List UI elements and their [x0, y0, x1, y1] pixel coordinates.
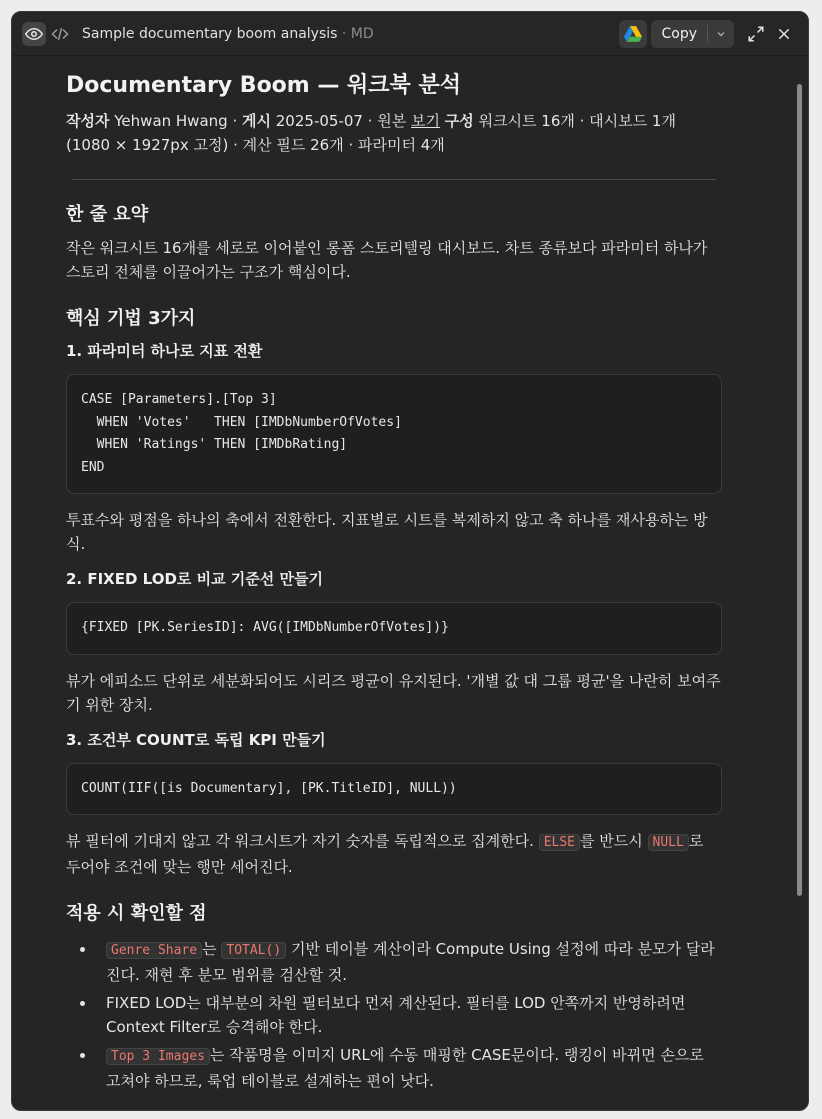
- inline-code: TOTAL(): [221, 942, 286, 959]
- technique-2-text: 뷰가 에피소드 단위로 세분화되어도 시리즈 평균이 유지된다. '개별 값 대 그룹 평균'을 나란히 보여주기 위한 장치.: [66, 671, 721, 714]
- author: Yehwan Hwang: [114, 112, 228, 130]
- code-block: CASE [Parameters].[Top 3] WHEN 'Votes' THEN [IMDbNumberOfVotes] WHEN 'Ratings' THEN [IMDbRating] END: [66, 374, 722, 494]
- text-segment: 를 반드시: [580, 832, 643, 850]
- document-title: [82, 26, 374, 42]
- code-block: COUNT(IIF([is Documentary], [PK.TitleID], NULL)): [66, 763, 722, 816]
- composition-label: 구성: [444, 112, 474, 130]
- code-block: {FIXED [PK.SeriesID]: AVG([IMDbNumberOfVotes])}: [66, 602, 722, 655]
- code-mode-button[interactable]: [48, 22, 72, 46]
- expand-button[interactable]: [742, 20, 770, 48]
- close-button[interactable]: [770, 20, 798, 48]
- inline-code: NULL: [648, 834, 689, 851]
- toolbar: [12, 12, 808, 56]
- code-icon: [51, 25, 69, 43]
- technique-1-heading: 1. 파라미터 하나로 지표 전환: [66, 342, 263, 360]
- document-extension: · MD: [341, 25, 374, 42]
- checks-heading: 적용 시 확인할 점: [66, 903, 207, 924]
- technique-3-heading: 3. 조건부 COUNT로 독립 KPI 만들기: [66, 730, 326, 749]
- list-item: [66, 937, 722, 987]
- chevron-down-icon: [716, 29, 726, 39]
- page-title: Documentary Boom — 워크북 분석: [66, 73, 461, 98]
- view-toggle: [22, 22, 72, 46]
- posted-label: 게시: [242, 112, 271, 130]
- preview-mode-button[interactable]: [22, 22, 46, 46]
- inline-code: Genre Share: [106, 942, 202, 959]
- technique-2-heading: 2. FIXED LOD로 비교 기준선 만들기: [66, 570, 323, 588]
- text-segment: 뷰 필터에 기대지 않고 각 워크시트가 자기 숫자를 독립적으로 집계한다.: [66, 832, 534, 850]
- scrollbar[interactable]: [797, 84, 802, 896]
- posted-date: 2025-05-07: [275, 112, 363, 130]
- summary-heading: 한 줄 요약: [66, 204, 149, 225]
- copy-button-group: [651, 20, 734, 48]
- list-item: FIXED LOD는 대부분의 차원 필터보다 먼저 계산된다. 필터를 LOD 안쪽까지 반영하려면 Context Filter로 승격해야 한다.: [66, 991, 722, 1039]
- copy-button[interactable]: Copy: [661, 25, 697, 42]
- copy-options-button[interactable]: [708, 20, 734, 48]
- technique-1-text: 투표수와 평점을 하나의 축에서 전환한다. 지표별로 시트를 복제하지 않고 축 하나를 재사용하는 방식.: [66, 511, 708, 553]
- list-item: [66, 1043, 722, 1093]
- checks-list: [66, 937, 722, 1093]
- eye-icon: [25, 25, 43, 43]
- composition: 워크시트 16개 · 대시보드 1개 (1080 × 1927px 고정) · 계산 필드 26개 · 파라미터 4개: [66, 112, 676, 154]
- document-name: Sample documentary boom analysis: [82, 25, 338, 42]
- text-segment: 는: [202, 940, 217, 958]
- text-segment: 로 두어야 조건에 맞는 행만 세어진다.: [66, 832, 704, 876]
- inline-code: Top 3 Images: [106, 1048, 210, 1065]
- techniques-heading: 핵심 기법 3가지: [66, 308, 196, 329]
- divider: [72, 179, 716, 180]
- document-content: [12, 57, 808, 1110]
- source-label: 원본: [377, 112, 407, 130]
- document-preview-window: [11, 11, 809, 1111]
- expand-icon: [747, 25, 765, 43]
- document-meta: 작성자 Yehwan Hwang · 게시 2025-05-07 · 원본 보기 구성 워크시트 16개 · 대시보드 1개 (1080 × 1927px 고정) · 계산 필드 26개 · 파라미터 4개: [66, 112, 676, 154]
- save-to-drive-button[interactable]: [619, 20, 647, 48]
- text-segment: 기반 테이블 계산이라 Compute Using 설정에 따라 분모가 달라진다. 재현 후 분모 범위를 검산할 것.: [106, 940, 715, 984]
- author-label: 작성자: [66, 112, 110, 130]
- google-drive-icon: [624, 26, 642, 42]
- summary-text: 작은 워크시트 16개를 세로로 이어붙인 롱폼 스토리텔링 대시보드. 차트 종류보다 파라미터 하나가 스토리 전체를 이끌어가는 구조가 핵심이다.: [66, 239, 708, 281]
- technique-3-text: [66, 829, 722, 879]
- source-view-link[interactable]: 보기: [411, 112, 441, 130]
- close-icon: [776, 26, 792, 42]
- text-segment: 는 작품명을 이미지 URL에 수동 매핑한 CASE문이다. 랭킹이 바뀌면 손으로 고쳐야 하므로, 룩업 테이블로 설계하는 편이 낫다.: [106, 1046, 704, 1090]
- inline-code: ELSE: [539, 834, 580, 851]
